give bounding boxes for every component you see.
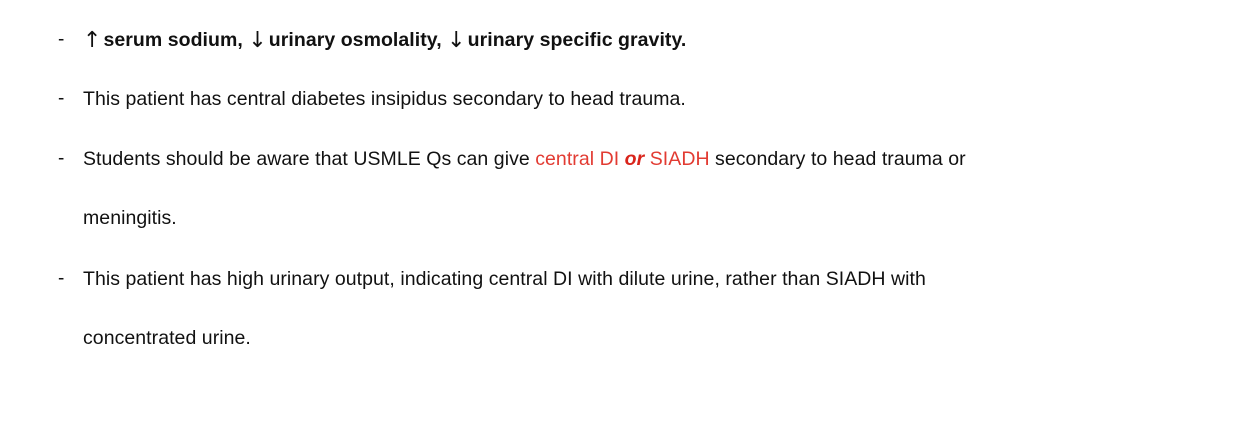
serum-sodium-text: serum sodium, (103, 29, 249, 51)
urinary-output-line-1: This patient has high urinary output, indicating central DI with dilute urine, rather than SIADH with (83, 268, 926, 290)
diagnosis-line: This patient has central diabetes insipidus secondary to head trauma. (83, 88, 686, 110)
usmle-note-post: secondary to head trauma or (709, 148, 966, 170)
bullet-dash: - (58, 29, 65, 50)
arrow-up-icon: ↑ (83, 28, 102, 53)
bullet-dash: - (58, 88, 65, 109)
usmle-note-text (83, 146, 1203, 229)
lab-findings-text (83, 27, 1203, 53)
or-emphasis: or (624, 148, 645, 170)
urinary-specific-gravity-text: urinary specific gravity. (467, 29, 687, 51)
urinary-osmolality-text: urinary osmolality, (268, 29, 448, 51)
diagnosis-text (83, 86, 1203, 112)
usmle-note-pre: Students should be aware that USMLE Qs can give (83, 148, 536, 170)
central-di-highlight: central DI (535, 148, 625, 170)
siadh-highlight: SIADH (644, 148, 710, 170)
urinary-output-text (83, 266, 1203, 349)
arrow-down-icon: ↓ (447, 28, 466, 53)
bullet-dash: - (58, 268, 65, 289)
urinary-output-line-2: concentrated urine. (83, 327, 251, 349)
lab-findings-line (83, 27, 1203, 53)
usmle-note-line-1 (83, 146, 1203, 172)
bullet-dash: - (58, 148, 65, 169)
usmle-note-line-2: meningitis. (83, 207, 177, 229)
arrow-down-icon: ↓ (248, 28, 267, 53)
